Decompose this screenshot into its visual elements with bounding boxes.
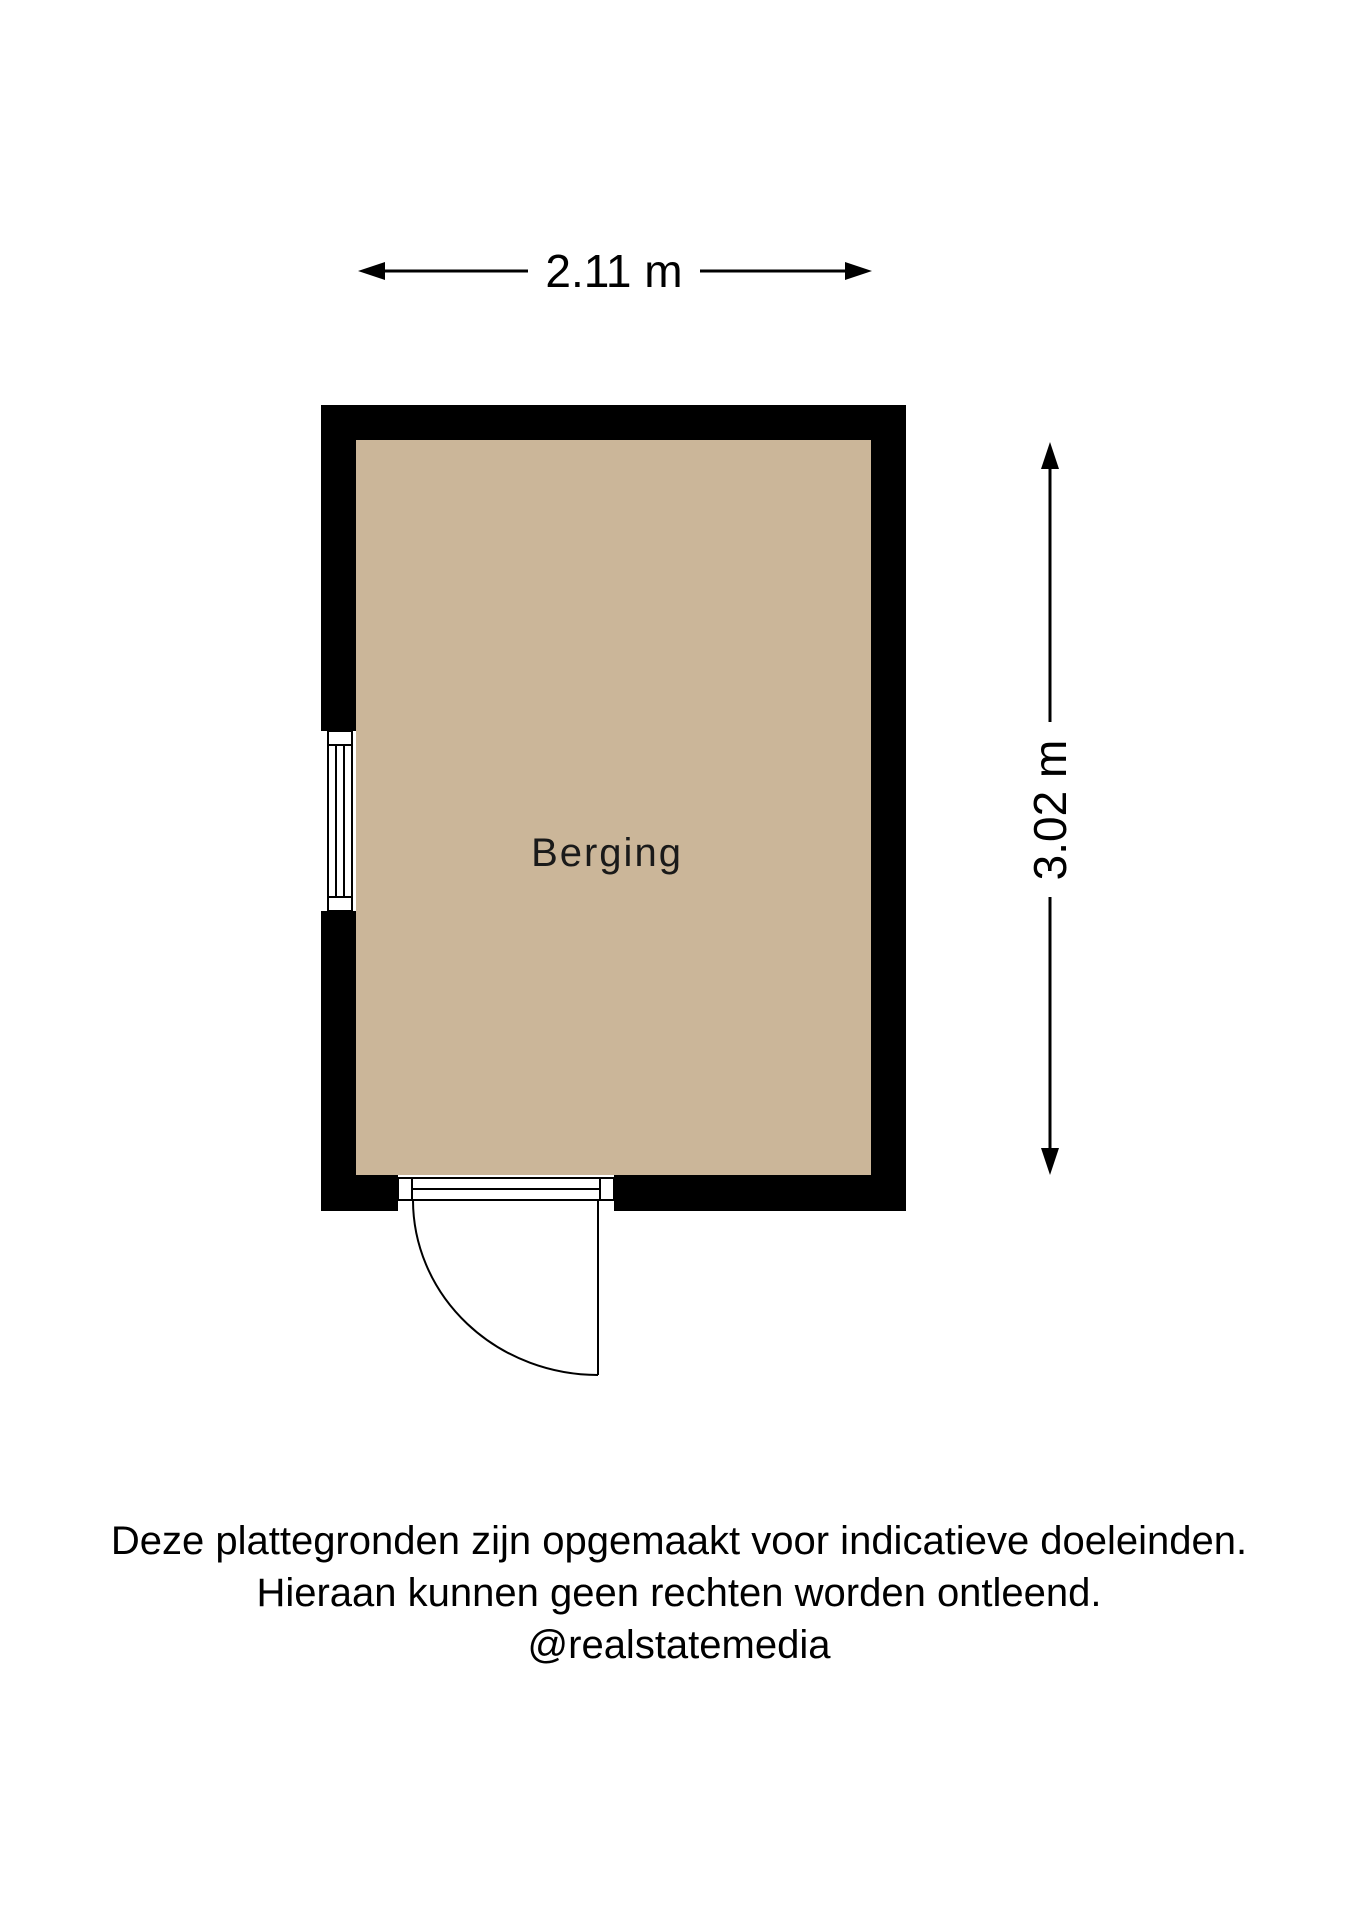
window	[328, 731, 352, 911]
height-dimension	[1024, 442, 1076, 1175]
width-arrow-right-icon	[845, 262, 872, 280]
wall-left-lower	[321, 911, 356, 1211]
room-label: Berging	[531, 831, 683, 875]
room-floor	[356, 440, 871, 1175]
disclaimer-line-2: Hieraan kunnen geen rechten worden ontleend.	[256, 1571, 1102, 1615]
disclaimer	[0, 1515, 1358, 1671]
door-swing-arc	[413, 1200, 598, 1375]
door	[398, 1178, 614, 1375]
disclaimer-line-3: @realstatemedia	[527, 1623, 831, 1667]
wall-left-upper	[321, 405, 356, 731]
height-dimension-label: 3.02 m	[1024, 739, 1076, 881]
width-dimension	[358, 245, 872, 297]
width-arrow-left-icon	[358, 262, 385, 280]
wall-right	[871, 405, 906, 1211]
disclaimer-line-1: Deze plattegronden zijn opgemaakt voor indicatieve doeleinden.	[110, 1519, 1248, 1563]
height-arrow-up-icon	[1041, 442, 1059, 469]
height-arrow-down-icon	[1041, 1148, 1059, 1175]
width-dimension-label: 2.11 m	[545, 245, 683, 297]
wall-bottom-left	[321, 1175, 398, 1211]
window-frame	[328, 731, 352, 911]
wall-top	[321, 405, 906, 440]
wall-bottom-right	[614, 1175, 906, 1211]
